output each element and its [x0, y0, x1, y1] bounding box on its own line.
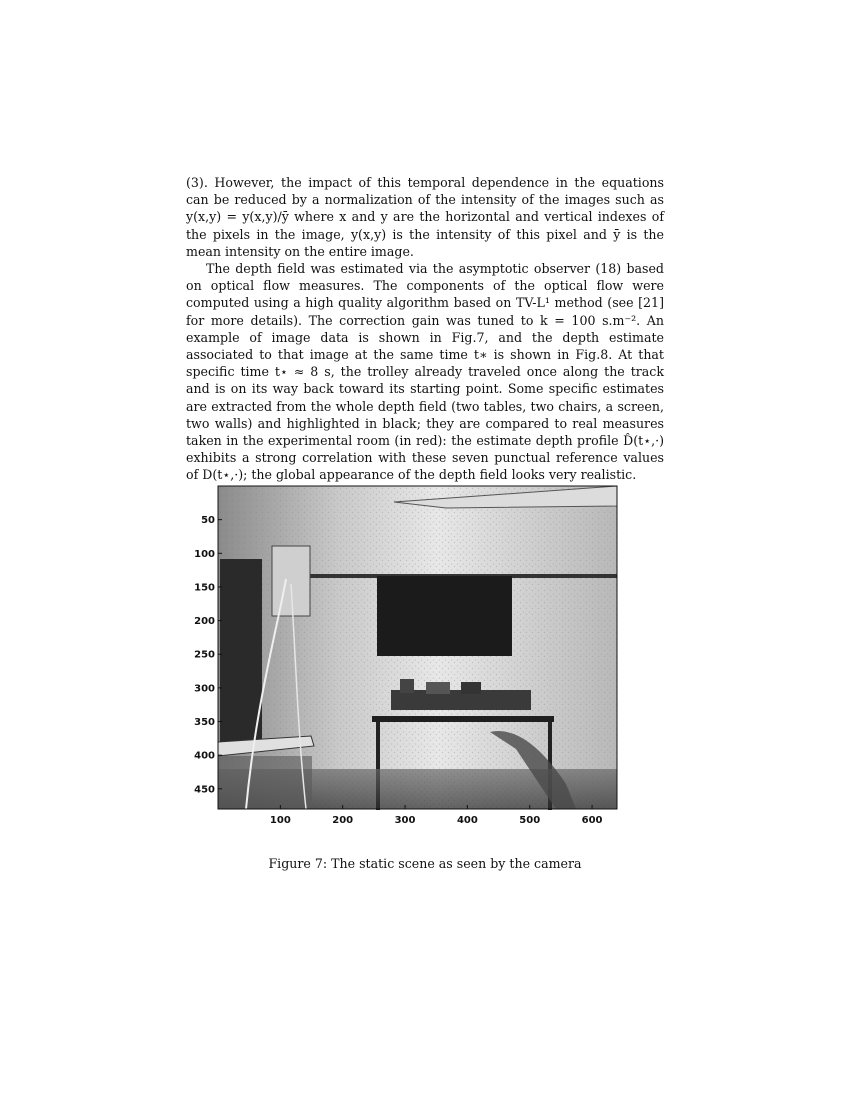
y-tick-label: 50	[201, 515, 215, 527]
x-tick-label: 300	[394, 815, 416, 826]
x-tick-label: 400	[456, 815, 478, 826]
x-tick-label: 200	[332, 815, 354, 826]
y-tick-label: 300	[194, 683, 215, 695]
figure-caption: Figure 7: The static scene as seen by the camera	[268, 856, 582, 871]
camera-image	[218, 486, 617, 810]
y-tick-label: 350	[194, 717, 215, 729]
x-tick-label: 600	[581, 815, 603, 826]
body-text	[186, 174, 664, 484]
figure-plot	[186, 484, 626, 829]
y-tick-label: 450	[194, 784, 215, 796]
y-tick-label: 200	[194, 616, 215, 628]
x-tick-label: 100	[269, 815, 291, 826]
x-tick-label: 500	[519, 815, 541, 826]
figure-7	[186, 484, 626, 829]
y-tick-label: 400	[194, 750, 215, 762]
y-tick-label: 250	[194, 649, 215, 661]
paragraph-1: (3). However, the impact of this temporal dependence in the equations can be reduced by a normalization of the intensity of the images such as y(x,y) = y(x,y)/ȳ where x and y are the horizontal and vertical indexes of the pixels in the image, y(x,y) is the intensity of this pixel and ȳ is the mean intensity on the entire image.	[186, 175, 664, 259]
y-tick-label: 100	[194, 548, 215, 560]
paragraph-2: The depth field was estimated via the asymptotic observer (18) based on optical flow measures. The components of the optical flow were computed using a high quality algorithm based on TV-L¹ method (see [21] for more details). The correction gain was tuned to k = 100 s.m⁻². An example of image data is shown in Fig.7, and the depth estimate associated to that image at the same time t∗ is shown in Fig.8. At that specific time t⋆ ≈ 8 s, the trolley already traveled once along the track and is on its way back toward its starting point. Some specific estimates are extracted from the whole depth field (two tables, two chairs, a screen, two walls) and highlighted in black; they are compared to real measures taken in the experimental room (in red): the estimate depth profile D̂(t⋆,·) exhibits a strong correlation with these seven punctual reference values of D(t⋆,·); the global appearance of the depth field looks very realistic.	[186, 261, 664, 483]
y-tick-label: 150	[194, 582, 215, 594]
